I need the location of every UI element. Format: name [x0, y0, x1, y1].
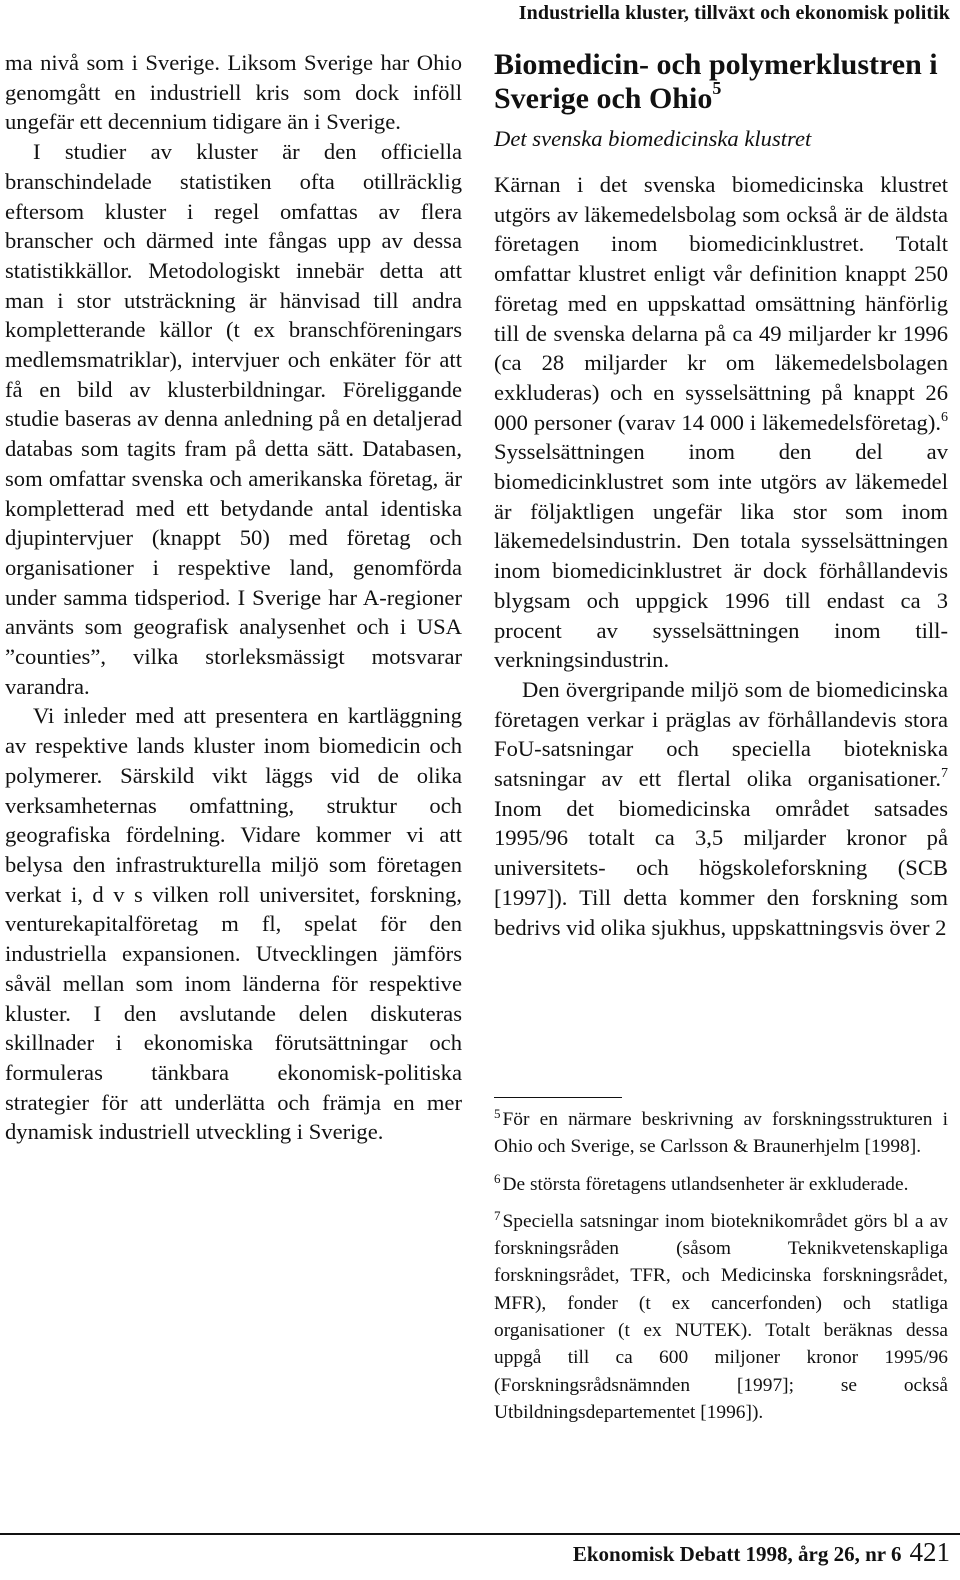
footnote-number: 7 — [494, 1207, 501, 1223]
right-paragraph-1-part-b: Sysselsättningen inom den del av biomedicinklustret som inte utgörs av läkemedel är följaktligen ungefär lika stor som inom läkemedelsindustrin. Den totala sysselsättningen inom biomedicinklustret är dock förhållandevis blygsam och uppgick 1996 till endast ca 3 procent av sysselsättningen inom tillverkningsindustrin. — [494, 439, 948, 673]
section-title — [494, 48, 948, 116]
right-column — [494, 48, 948, 942]
right-paragraph-2-part-b: Inom det biomedicinska området satsades 1995/96 totalt ca 3,5 miljarder kronor på universitets- och högskoleforskning (SCB [1997]). Till detta kommer den forskning som bedrivs vid olika sjukhus, uppskattningsvis över 2 — [494, 795, 948, 940]
right-paragraph-2 — [494, 675, 948, 942]
footnote — [494, 1106, 948, 1161]
footnote-number: 5 — [494, 1106, 501, 1121]
footnote-divider — [494, 1097, 622, 1098]
right-paragraph-2-part-a: Den övergripande miljö som de biomedicinska företagen verkar i präglas av förhållandevis stora FoU-satsningar och speciella biotekniska satsningar av ett flertal olika organisationer. — [494, 676, 948, 792]
footnote — [494, 1171, 948, 1198]
left-paragraph-3: Vi inleder med att presentera en kartläggning av respektive lands kluster inom biomedicin och polymerer. Särskild vikt läggs vid de olika verksamheternas omfattning, struktur och geografiska fördelning. Vidare kommer vi att belysa den infrastrukturella miljö som företagen verkat i, d v s vilken roll universitet, forskning, venturekapitalföretag m fl, spelat för den industriella expansionen. Utvecklingen jämförs såväl mellan som inom länderna för respektive kluster. I den avslutande delen diskuteras skillnader i ekonomiska förutsättningar och formuleras tänkbara ekonomisk-politiska strategier för att underlätta och främja en mer dynamisk industriell utveckling i Sverige. — [5, 703, 462, 1145]
footnote-ref-6: 6 — [941, 409, 948, 425]
left-column — [5, 48, 462, 1147]
page-number: 421 — [909, 1537, 950, 1567]
footnotes — [494, 1106, 948, 1436]
right-paragraph-1-part-a: Kärnan i det svenska biomedicinska klustret utgörs av läkemedelsbolag som också är de äldsta företagen inom biomedicinklustret. Totalt omfattar klustret enligt vår definition knappt 250 företag med en uppskattad omsättning hänförlig till de svenska delarna på ca 49 miljarder kr 1996 (ca 28 miljarder kr om läkemedelsbolagen exkluderas) och en sysselsättning på knappt 26 000 personer (varav 14 000 i läkemedelsföretag). — [494, 172, 948, 435]
left-paragraph-1: ma nivå som i Sverige. Liksom Sverige har Ohio genomgått en industriell kris som dock inföll ungefär ett decennium tidigare än i Sverige. — [5, 50, 462, 135]
page-footer — [573, 1537, 950, 1568]
footnote-text: Speciella satsningar inom bioteknikområdet görs bl a av forskningsråden (såsom Teknikvetenskapliga forskningsrådet, TFR, och Medicinska forskningsrådet, MFR), fonder (t ex cancerfonden) och statliga organisationer (t ex NUTEK). Totalt beräknas dessa uppgå till ca 600 miljoner kronor 1995/96 (Forskningsrådsnämnden [1997]; se också Utbildningsdepartementet [1996]). — [494, 1210, 948, 1423]
footnote-ref-5: 5 — [712, 78, 722, 98]
section-title-text: Biomedicin- och polymerklustren i Sverige och Ohio — [494, 48, 938, 115]
footer-divider — [0, 1533, 960, 1535]
footnote-number: 6 — [494, 1170, 501, 1186]
right-paragraph-1 — [494, 170, 948, 675]
footnote-ref-7: 7 — [941, 766, 948, 782]
footnote — [494, 1208, 948, 1426]
running-header: Industriella kluster, tillväxt och ekonomisk politik — [518, 2, 950, 24]
journal-citation: Ekonomisk Debatt 1998, årg 26, nr 6 — [572, 1542, 902, 1566]
subsection-title: Det svenska biomedicinska klustret — [494, 126, 812, 151]
footnote-text: De största företagens utlandsenheter är exkluderade. — [502, 1173, 909, 1195]
left-paragraph-2: I studier av kluster är den officiella branschindelade statistiken ofta otillräcklig eftersom kluster i regel omfattas av flera branscher och därmed inte fångas upp av dessa statistikkällor. Metodologiskt innebär detta att man i stor utsträckning är hänvisad till andra kompletterande källor (t ex branschföreningars medlemsmatriklar), intervjuer och enkäter för att få en bild av klusterbildningar. Föreliggande studie baseras av denna anledning på en detaljerad databas som tagits fram på detta sätt. Databasen, som omfattar svenska och amerikanska företag, är kompletterad med ett betydande antal identiska djupintervjuer (knappt 50) med företag och organisationer i respektive land, genomförda under samma tidsperiod. I Sverige har A-regioner använts som geografisk analysenhet och i USA ”counties”, vilka storleksmässigt motsvarar varandra. — [5, 139, 462, 699]
footnote-text: För en närmare beskrivning av forskningsstrukturen i Ohio och Sverige, se Carlsson & Braunerhjelm [1998]. — [494, 1109, 948, 1158]
